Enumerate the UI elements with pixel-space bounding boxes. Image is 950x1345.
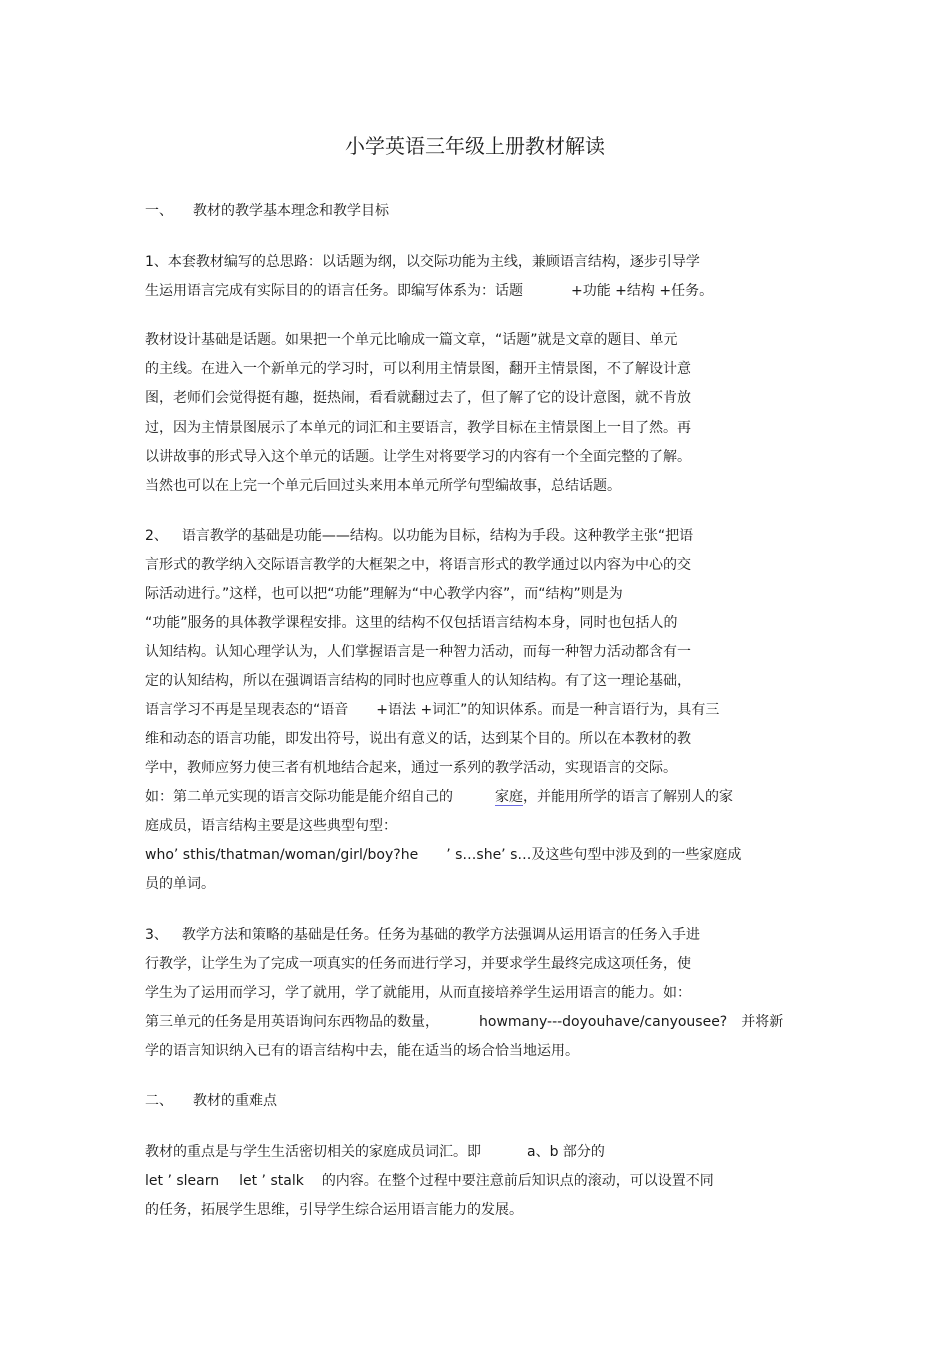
paragraph-line: 过，因为主情景图展示了本单元的词汇和主要语言，教学目标在主情景图上一目了然。再 <box>145 420 691 436</box>
paragraph-line: 行教学，让学生为了完成一项真实的任务而进行学习，并要求学生最终完成这项任务，使 <box>145 956 691 972</box>
section-title: 教材的教学基本理念和教学目标 <box>193 203 389 219</box>
text-span: 并将新 <box>741 1014 784 1030</box>
paragraph-line <box>145 1142 605 1162</box>
text-span: ’ s…she’ s…及这些句型中涉及到的一些家庭成 <box>446 847 742 863</box>
text-span: 语言教学的基础是功能——结构。以功能为目标，结构为手段。这种教学主张“把语 <box>181 528 694 544</box>
paragraph-line: 1、本套教材编写的总思路：以话题为纲，以交际功能为主线，兼顾语言结构，逐步引导学 <box>145 254 700 270</box>
paragraph-line: 庭成员，语言结构主要是这些典型句型： <box>145 818 397 834</box>
text-span: +语法 +词汇”的知识体系。而是一种言语行为，具有三 <box>376 702 720 718</box>
underlined-word: 家庭 <box>495 789 523 805</box>
point-number: 2、 <box>145 528 168 544</box>
paragraph-line: 言形式的教学纳入交际语言教学的大框架之中，将语言形式的教学通过以内容为中心的交 <box>145 557 691 573</box>
paragraph-line <box>145 1171 714 1191</box>
paragraph-line: 维和动态的语言功能，即发出符号，说出有意义的话，达到某个目的。所以在本教材的教 <box>145 731 691 747</box>
paragraph-line <box>145 281 713 301</box>
paragraph-line: 学的语言知识纳入已有的语言结构中去，能在适当的场合恰当地运用。 <box>145 1043 579 1059</box>
paragraph-line: “功能”服务的具体教学课程安排。这里的结构不仅包括语言结构本身，同时也包括人的 <box>145 615 678 631</box>
section-number: 二、 <box>145 1093 173 1109</box>
paragraph-line <box>145 526 693 546</box>
paragraph-line: 认知结构。认知心理学认为，人们掌握语言是一种智力活动，而每一种智力活动都含有一 <box>145 644 691 660</box>
section-heading <box>145 1091 277 1111</box>
text-span: 第三单元的任务是用英语询问东西物品的数量， <box>145 1014 439 1030</box>
paragraph-line: 学中，教师应努力使三者有机地结合起来，通过一系列的教学活动，实现语言的交际。 <box>145 760 677 776</box>
point-number: 3、 <box>145 927 168 943</box>
paragraph-line: 学生为了运用而学习，学了就用，学了就能用，从而直接培养学生运用语言的能力。如： <box>145 985 691 1001</box>
paragraph-line: 定的认知结构，所以在强调语言结构的同时也应尊重人的认知结构。有了这一理论基础， <box>145 673 691 689</box>
paragraph-line <box>145 700 719 720</box>
section-number: 一、 <box>145 203 173 219</box>
section-heading <box>145 201 389 221</box>
paragraph-line: 教材设计基础是话题。如果把一个单元比喻成一篇文章，“话题”就是文章的题目、单元 <box>145 332 678 348</box>
text-span: howmany---doyouhave/canyousee? <box>479 1014 728 1030</box>
paragraph-line <box>145 1012 783 1032</box>
paragraph-line: 当然也可以在上完一个单元后回过头来用本单元所学句型编故事，总结话题。 <box>145 478 621 494</box>
text-span: who’ sthis/thatman/woman/girl/boy?he <box>145 847 419 863</box>
paragraph-line <box>145 925 700 945</box>
text-span: 教学方法和策略的基础是任务。任务为基础的教学方法强调从运用语言的任务入手进 <box>181 927 700 943</box>
text-span: +功能 +结构 +任务。 <box>571 283 714 299</box>
text-span: 语言学习不再是呈现表态的“语音 <box>145 702 349 718</box>
text-span: 的内容。在整个过程中要注意前后知识点的滚动，可以设置不同 <box>321 1173 714 1189</box>
paragraph-line: 的主线。在进入一个新单元的学习时，可以利用主情景图，翻开主情景图，不了解设计意 <box>145 361 691 377</box>
text-span: let ’ slearn <box>145 1173 220 1189</box>
document-title: 小学英语三年级上册教材解读 <box>345 134 605 158</box>
text-span: 生运用语言完成有实际目的的语言任务。即编写体系为：话题 <box>145 283 523 299</box>
paragraph-line <box>145 787 733 807</box>
paragraph-line: 图，老师们会觉得挺有趣，挺热闹，看看就翻过去了，但了解了它的设计意图，就不肯放 <box>145 390 691 406</box>
section-title: 教材的重难点 <box>193 1093 277 1109</box>
text-span: a、b 部分的 <box>527 1144 605 1160</box>
paragraph-line: 以讲故事的形式导入这个单元的话题。让学生对将要学习的内容有一个全面完整的了解。 <box>145 449 691 465</box>
text-span: let ’ stalk <box>239 1173 304 1189</box>
text-span: ，并能用所学的语言了解别人的家 <box>523 789 733 805</box>
paragraph-line <box>145 845 741 865</box>
paragraph-line: 际活动进行。”这样，也可以把“功能”理解为“中心教学内容”，而“结构”则是为 <box>145 586 623 602</box>
text-span: 教材的重点是与学生生活密切相关的家庭成员词汇。即 <box>145 1144 481 1160</box>
paragraph-line: 员的单词。 <box>145 876 215 892</box>
text-span: 如：第二单元实现的语言交际功能是能介绍自己的 <box>145 789 453 805</box>
paragraph-line: 的任务，拓展学生思维，引导学生综合运用语言能力的发展。 <box>145 1202 523 1218</box>
